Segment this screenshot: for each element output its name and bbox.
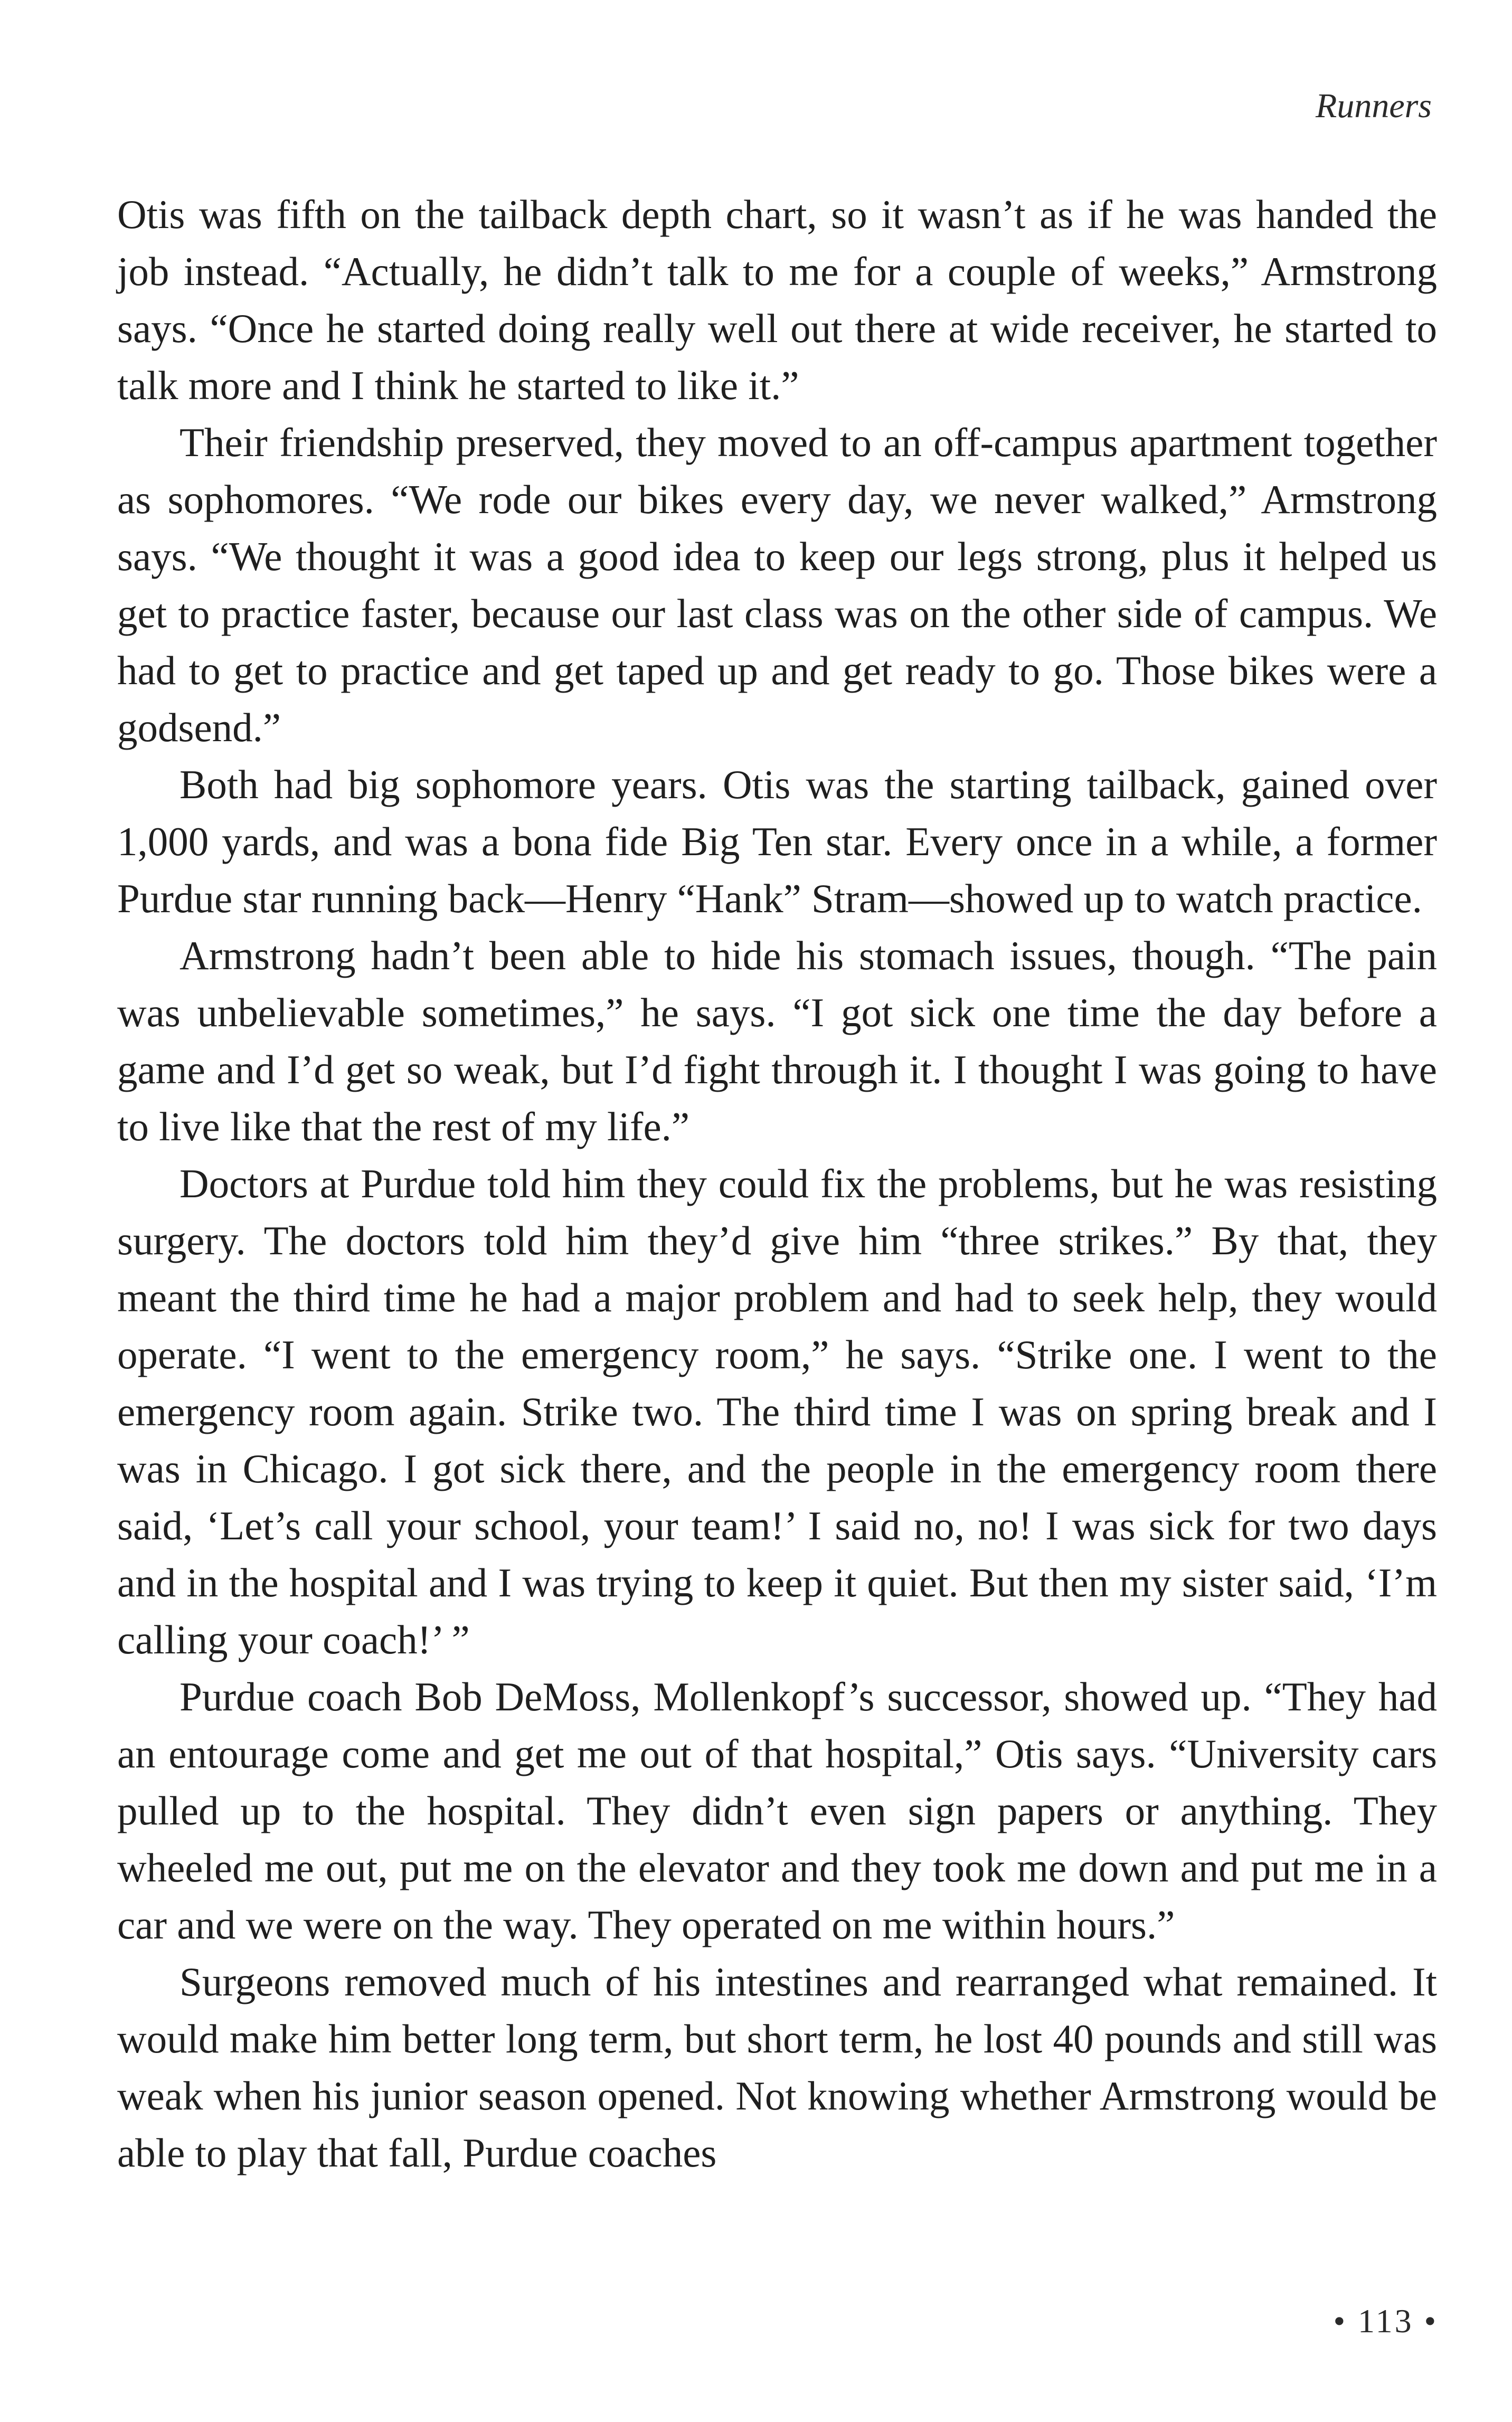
- paragraph: Purdue coach Bob DeMoss, Mollenkopf’s successor, showed up. “They had an entourage come and get me out of that hospital,” Otis says. “University cars pulled up to the hospital. They didn’t even sign papers or anything. They wheeled me out, put me on the elevator and they took me down and put me in a car and we were on the way. They operated on me within hours.”: [117, 1674, 1437, 1947]
- paragraph: Doctors at Purdue told him they could fix the problems, but he was resisting surgery. The doctors told him they’d give him “three strikes.” By that, they meant the third time he had a major problem and had to seek help, they would operate. “I went to the emergency room,” he says. “Strike one. I went to the emergency room again. Strike two. The third time I was on spring break and I was in Chicago. I got sick there, and the people in the emergency room there said, ‘Let’s call your school, your team!’ I said no, no! I was sick for two days and in the hospital and I was trying to keep it quiet. But then my sister said, ‘I’m calling your coach!’ ”: [117, 1161, 1437, 1662]
- page-number: • 113 •: [1333, 2302, 1438, 2340]
- paragraph: Their friendship preserved, they moved to an off-campus apartment together as sophomores. “We rode our bikes every day, we never walked,” Armstrong says. “We thought it was a good idea to keep our legs strong, plus it helped us get to practice faster, because our last class was on the other side of campus. We had to get to practice and get taped up and get ready to go. Those bikes were a godsend.”: [117, 420, 1437, 750]
- paragraph: Surgeons removed much of his intestines and rearranged what remained. It would make him better long term, but short term, he lost 40 pounds and still was weak when his junior season opened. Not knowing whether Armstrong would be able to play that fall, Purdue coaches: [117, 1959, 1437, 2175]
- body-text: [117, 186, 1437, 2181]
- running-head: Runners: [1316, 87, 1432, 125]
- paragraph: Armstrong hadn’t been able to hide his stomach issues, though. “The pain was unbelievable sometimes,” he says. “I got sick one time the day before a game and I’d get so weak, but I’d fight through it. I thought I was going to have to live like that the rest of my life.”: [117, 933, 1437, 1149]
- paragraph: Both had big sophomore years. Otis was the starting tailback, gained over 1,000 yards, and was a bona fide Big Ten star. Every once in a while, a former Purdue star running back—Henry “Hank” Stram—showed up to watch practice.: [117, 762, 1437, 921]
- paragraph: Otis was fifth on the tailback depth chart, so it wasn’t as if he was handed the job instead. “Actually, he didn’t talk to me for a couple of weeks,” Armstrong says. “Once he started doing really well out there at wide receiver, he started to talk more and I think he started to like it.”: [117, 192, 1437, 408]
